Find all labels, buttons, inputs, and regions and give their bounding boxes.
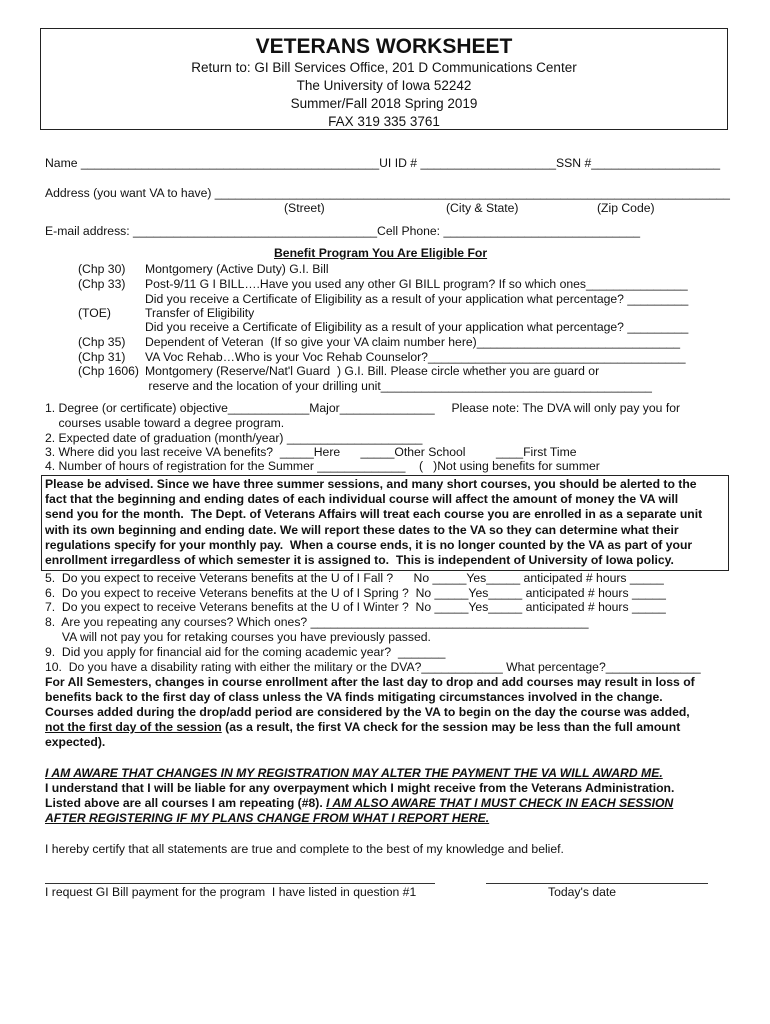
notice-line: Courses added during the drop/add period are considered by the VA to begin on the day the course was added, bbox=[45, 705, 690, 719]
liability-statement: I understand that I will be liable for any overpayment which I might receive from the Veterans Administration. bbox=[45, 781, 675, 795]
benefit-text[interactable]: Dependent of Veteran (If so give your VA claim number here)______________________________ bbox=[145, 335, 681, 349]
date-line[interactable] bbox=[486, 883, 708, 884]
university-address: The University of Iowa 52242 bbox=[296, 78, 472, 93]
advisory-line: enrollment irregardless of which semester it is assigned to. This is independent of University of Iowa policy. bbox=[45, 553, 674, 567]
advisory-line: send you for the month. The Dept. of Veterans Affairs will treat each course you are enrolled in as a separate unit bbox=[45, 507, 703, 521]
question-line[interactable]: 3. Where did you last receive VA benefits? _____Here _____Other School ____First Time bbox=[45, 445, 577, 459]
question-note: VA will not pay you for retaking courses you have previously passed. bbox=[45, 630, 431, 644]
benefit-code: (TOE) bbox=[78, 306, 111, 320]
return-address: Return to: GI Bill Services Office, 201 D Communications Center bbox=[191, 60, 577, 75]
question-line[interactable]: 10. Do you have a disability rating with either the military or the DVA?____________ What percentage?______________ bbox=[45, 660, 701, 674]
question-line[interactable]: 6. Do you expect to receive Veterans benefits at the U of I Spring ? No _____Yes_____ anticipated # hours _____ bbox=[45, 586, 666, 600]
notice-line: For All Semesters, changes in course enrollment after the last day to drop and add courses may result in loss of bbox=[45, 675, 695, 689]
signature-line[interactable] bbox=[45, 883, 435, 884]
zip-code-label: (Zip Code) bbox=[597, 201, 655, 215]
repeating-statement bbox=[45, 796, 673, 811]
name-id-ssn-line[interactable]: Name ____________________________________________UI ID # ____________________SSN #___________________ bbox=[45, 156, 721, 170]
question-line[interactable]: 7. Do you expect to receive Veterans benefits at the U of I Winter ? No _____Yes_____ anticipated # hours _____ bbox=[45, 600, 666, 614]
benefit-code: (Chp 35) bbox=[78, 335, 126, 349]
address-line[interactable]: Address (you want VA to have) ____________________________________________________________________________ bbox=[45, 186, 730, 200]
advisory-line: Please be advised. Since we have three summer sessions, and many short courses, you should be alerted to the bbox=[45, 477, 697, 491]
advisory-box bbox=[41, 475, 729, 571]
benefit-code: (Chp 33) bbox=[78, 277, 126, 291]
question-line[interactable]: 1. Degree (or certificate) objective____________Major______________ Please note: The DVA will only pay you for bbox=[45, 401, 681, 415]
notice-line: expected). bbox=[45, 735, 106, 749]
advisory-line: regulations specify for your monthly pay. When a course ends, it is no longer counted by the VA as part of your bbox=[45, 538, 693, 552]
check-in-statement-cont: AFTER REGISTERING IF MY PLANS CHANGE FROM WHAT I REPORT HERE. bbox=[45, 811, 490, 825]
benefit-text[interactable]: VA Voc Rehab…Who is your Voc Rehab Counselor?______________________________________ bbox=[145, 350, 686, 364]
terms-line: Summer/Fall 2018 Spring 2019 bbox=[290, 96, 478, 111]
advisory-line: fact that the beginning and ending dates of each individual course will affect the amount of money the VA will bbox=[45, 492, 679, 506]
worksheet-header bbox=[40, 28, 728, 130]
check-in-statement: I AM ALSO AWARE THAT I MUST CHECK IN EACH SESSION bbox=[326, 796, 674, 810]
benefit-text[interactable]: Post-9/11 G I BILL….Have you used any other GI BILL program? If so which ones_______________ bbox=[145, 277, 688, 291]
city-state-label: (City & State) bbox=[446, 201, 519, 215]
fax-line: FAX 319 335 3761 bbox=[328, 114, 440, 129]
signature-label: I request GI Bill payment for the program I have listed in question #1 bbox=[45, 885, 417, 899]
benefit-text: Transfer of Eligibility bbox=[145, 306, 255, 320]
question-line[interactable]: 4. Number of hours of registration for the Summer _____________ ( )Not using benefits for summer bbox=[45, 459, 600, 473]
notice-line bbox=[45, 720, 680, 735]
repeating-plain: Listed above are all courses I am repeating (#8). bbox=[45, 796, 327, 810]
benefit-text[interactable]: reserve and the location of your drilling unit________________________________________ bbox=[145, 379, 652, 393]
page-title: VETERANS WORKSHEET bbox=[255, 35, 513, 58]
awareness-statement: I AM AWARE THAT CHANGES IN MY REGISTRATION MAY ALTER THE PAYMENT THE VA WILL AWARD ME. bbox=[45, 766, 663, 780]
question-line: courses usable toward a degree program. bbox=[45, 416, 285, 430]
benefit-code: (Chp 1606) bbox=[78, 364, 139, 378]
benefit-code: (Chp 30) bbox=[78, 262, 126, 276]
notice-line: benefits back to the first day of class unless the VA finds mitigating circumstances involved in the change. bbox=[45, 690, 663, 704]
advisory-line: with its own beginning and ending date. We will report these dates to the VA so they can determine what their bbox=[45, 523, 679, 537]
question-line[interactable]: 9. Did you apply for financial aid for the coming academic year? _______ bbox=[45, 645, 446, 659]
benefit-text[interactable]: Did you receive a Certificate of Eligibility as a result of your application what percentage? _________ bbox=[145, 292, 689, 306]
question-line[interactable]: 5. Do you expect to receive Veterans benefits at the U of I Fall ? No _____Yes_____ anticipated # hours _____ bbox=[45, 571, 664, 585]
notice-rest: (as a result, the first VA check for the session may be less than the full amount bbox=[221, 720, 681, 734]
benefit-text: Montgomery (Active Duty) G.I. Bill bbox=[145, 262, 329, 276]
email-phone-line[interactable]: E-mail address: ____________________________________Cell Phone: _____________________________ bbox=[45, 224, 641, 238]
benefit-text: Montgomery (Reserve/Nat'l Guard ) G.I. Bill. Please circle whether you are guard or bbox=[145, 364, 600, 378]
notice-underlined: not the first day of the session bbox=[45, 720, 222, 734]
street-label: (Street) bbox=[284, 201, 325, 215]
benefit-text[interactable]: Did you receive a Certificate of Eligibility as a result of your application what percentage? _________ bbox=[145, 320, 689, 334]
date-label: Today's date bbox=[548, 885, 617, 899]
question-line[interactable]: 8. Are you repeating any courses? Which ones? _________________________________________ bbox=[45, 615, 589, 629]
benefits-heading: Benefit Program You Are Eligible For bbox=[274, 246, 488, 260]
benefit-code: (Chp 31) bbox=[78, 350, 126, 364]
certification-statement: I hereby certify that all statements are true and complete to the best of my knowledge and belief. bbox=[45, 842, 564, 856]
question-line[interactable]: 2. Expected date of graduation (month/year) ____________________ bbox=[45, 431, 423, 445]
